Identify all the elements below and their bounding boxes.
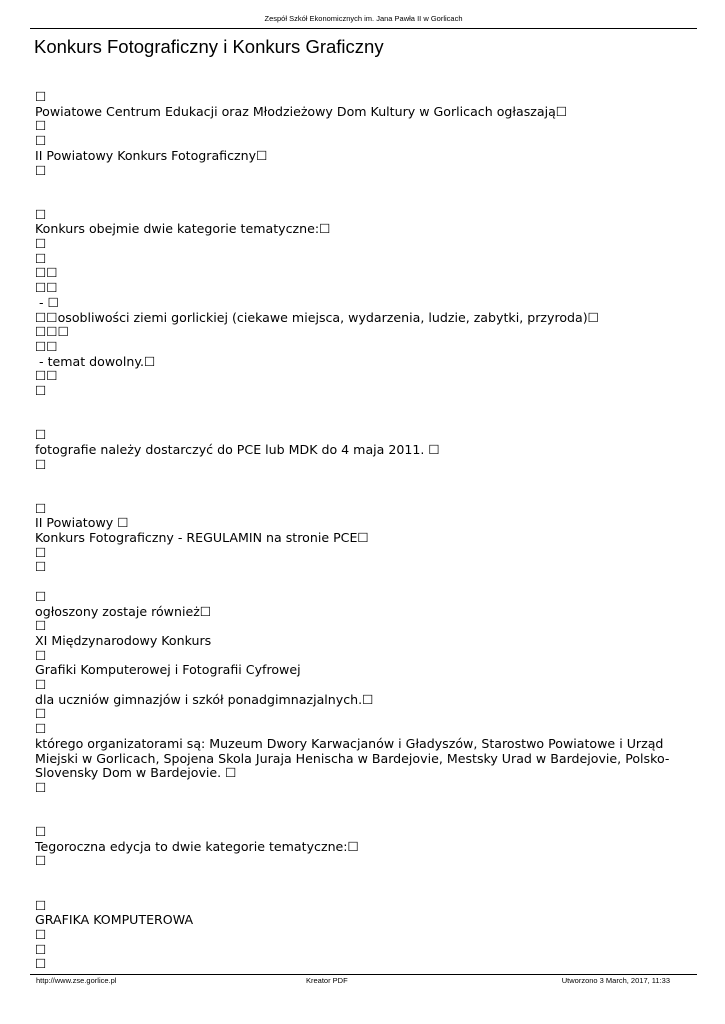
body-line: ☐ [35, 779, 47, 795]
body-line [35, 193, 685, 208]
body-line: Konkurs obejmie dwie kategorie tematyczne:☐ [35, 221, 331, 237]
body-line: ☐ [35, 133, 47, 149]
page-header: Zespół Szkół Ekonomicznych im. Jana Pawła II w Gorlicach [264, 14, 463, 23]
body-line: ☐☐☐ [35, 324, 69, 340]
body-line: fotografie należy dostarczyć do PCE lub MDK do 4 maja 2011. ☐ [35, 441, 440, 457]
body-line: ogłoszony zostaje również☐ [35, 603, 212, 619]
body-line: ☐ [35, 706, 47, 722]
body-line: ☐ [35, 162, 47, 178]
body-line [35, 884, 685, 899]
footer-divider [30, 974, 697, 975]
body-line: ☐☐ [35, 265, 58, 281]
body-line: XI Międzynarodowy Konkurs [35, 632, 212, 648]
body-line [35, 575, 685, 590]
body-line: dla uczniów gimnazjów i szkół ponadgimnazjalnych.☐ [35, 691, 374, 707]
body-line [35, 413, 685, 428]
body-line: II Powiatowy ☐ [35, 515, 129, 531]
footer-url-link[interactable]: http://www.zse.gorlice.pl [36, 976, 117, 985]
body-line: ☐ [35, 89, 47, 104]
body-line: ☐☐ [35, 368, 58, 384]
body-line: ☐ [35, 721, 47, 737]
body-line: ☐ [35, 456, 47, 472]
body-line: ☐ [35, 618, 47, 634]
body-line: ☐ [35, 956, 47, 972]
body-line: ☐ [35, 853, 47, 869]
body-line: ☐ [35, 427, 47, 443]
body-line: ☐☐ [35, 338, 58, 354]
body-line: ☐ [35, 250, 47, 266]
body-line: ☐ [35, 588, 47, 604]
body-line: ☐ [35, 544, 47, 560]
body-line [35, 472, 685, 487]
body-line: GRAFIKA KOMPUTEROWA [35, 912, 194, 928]
body-line: - ☐ [35, 294, 59, 310]
body-line [35, 178, 685, 193]
body-line: którego organizatorami są: Muzeum Dwory Karwacjanów i Gładyszów, Starostwo Powiatowe i Urząd Miejski w Gorlicach, Spojena Skola Juraja Henischa w Bardejovie, Mestsky Urad w Bardejovie, Polsko-Slovensky Dom w Bardejovie. ☐ [35, 735, 670, 781]
page-footer [36, 976, 670, 986]
body-line: Konkurs Fotograficzny - REGULAMIN na stronie PCE☐ [35, 530, 369, 545]
body-line [35, 487, 685, 502]
body-line [35, 399, 685, 414]
body-line [35, 796, 685, 811]
body-line: ☐ [35, 677, 47, 693]
body-line: ☐ [35, 559, 47, 575]
body-line: ☐ [35, 500, 47, 516]
article-body [35, 90, 685, 972]
body-line: Powiatowe Centrum Edukacji oraz Młodzieżowy Dom Kultury w Gorlicach ogłaszają☐ [35, 103, 568, 119]
body-line: ☐ [35, 383, 47, 399]
body-line: ☐ [35, 926, 47, 942]
footer-created-date: Utworzono 3 March, 2017, 11:33 [561, 976, 670, 985]
body-line: ☐ [35, 897, 47, 913]
body-line: ☐☐osobliwości ziemi gorlickiej (ciekawe miejsca, wydarzenia, ludzie, zabytki, przyroda)☐ [35, 309, 599, 325]
body-line: - temat dowolny.☐ [35, 353, 156, 369]
page-title: Konkurs Fotograficzny i Konkurs Graficzny [34, 36, 384, 57]
body-line: II Powiatowy Konkurs Fotograficzny☐ [35, 147, 268, 163]
body-line [35, 810, 685, 825]
body-line: ☐ [35, 236, 47, 251]
body-line: ☐ [35, 118, 47, 134]
header-divider [30, 28, 697, 29]
body-line: Grafiki Komputerowej i Fotografii Cyfrowej [35, 662, 301, 678]
body-line: Tegoroczna edycja to dwie kategorie tematyczne:☐ [35, 838, 359, 854]
body-line [35, 869, 685, 884]
body-line: ☐☐ [35, 280, 58, 296]
body-line: ☐ [35, 647, 47, 663]
body-line: ☐ [35, 824, 47, 840]
body-line: ☐ [35, 206, 47, 222]
footer-generator: Kreator PDF [306, 976, 348, 985]
body-line: ☐ [35, 941, 47, 957]
